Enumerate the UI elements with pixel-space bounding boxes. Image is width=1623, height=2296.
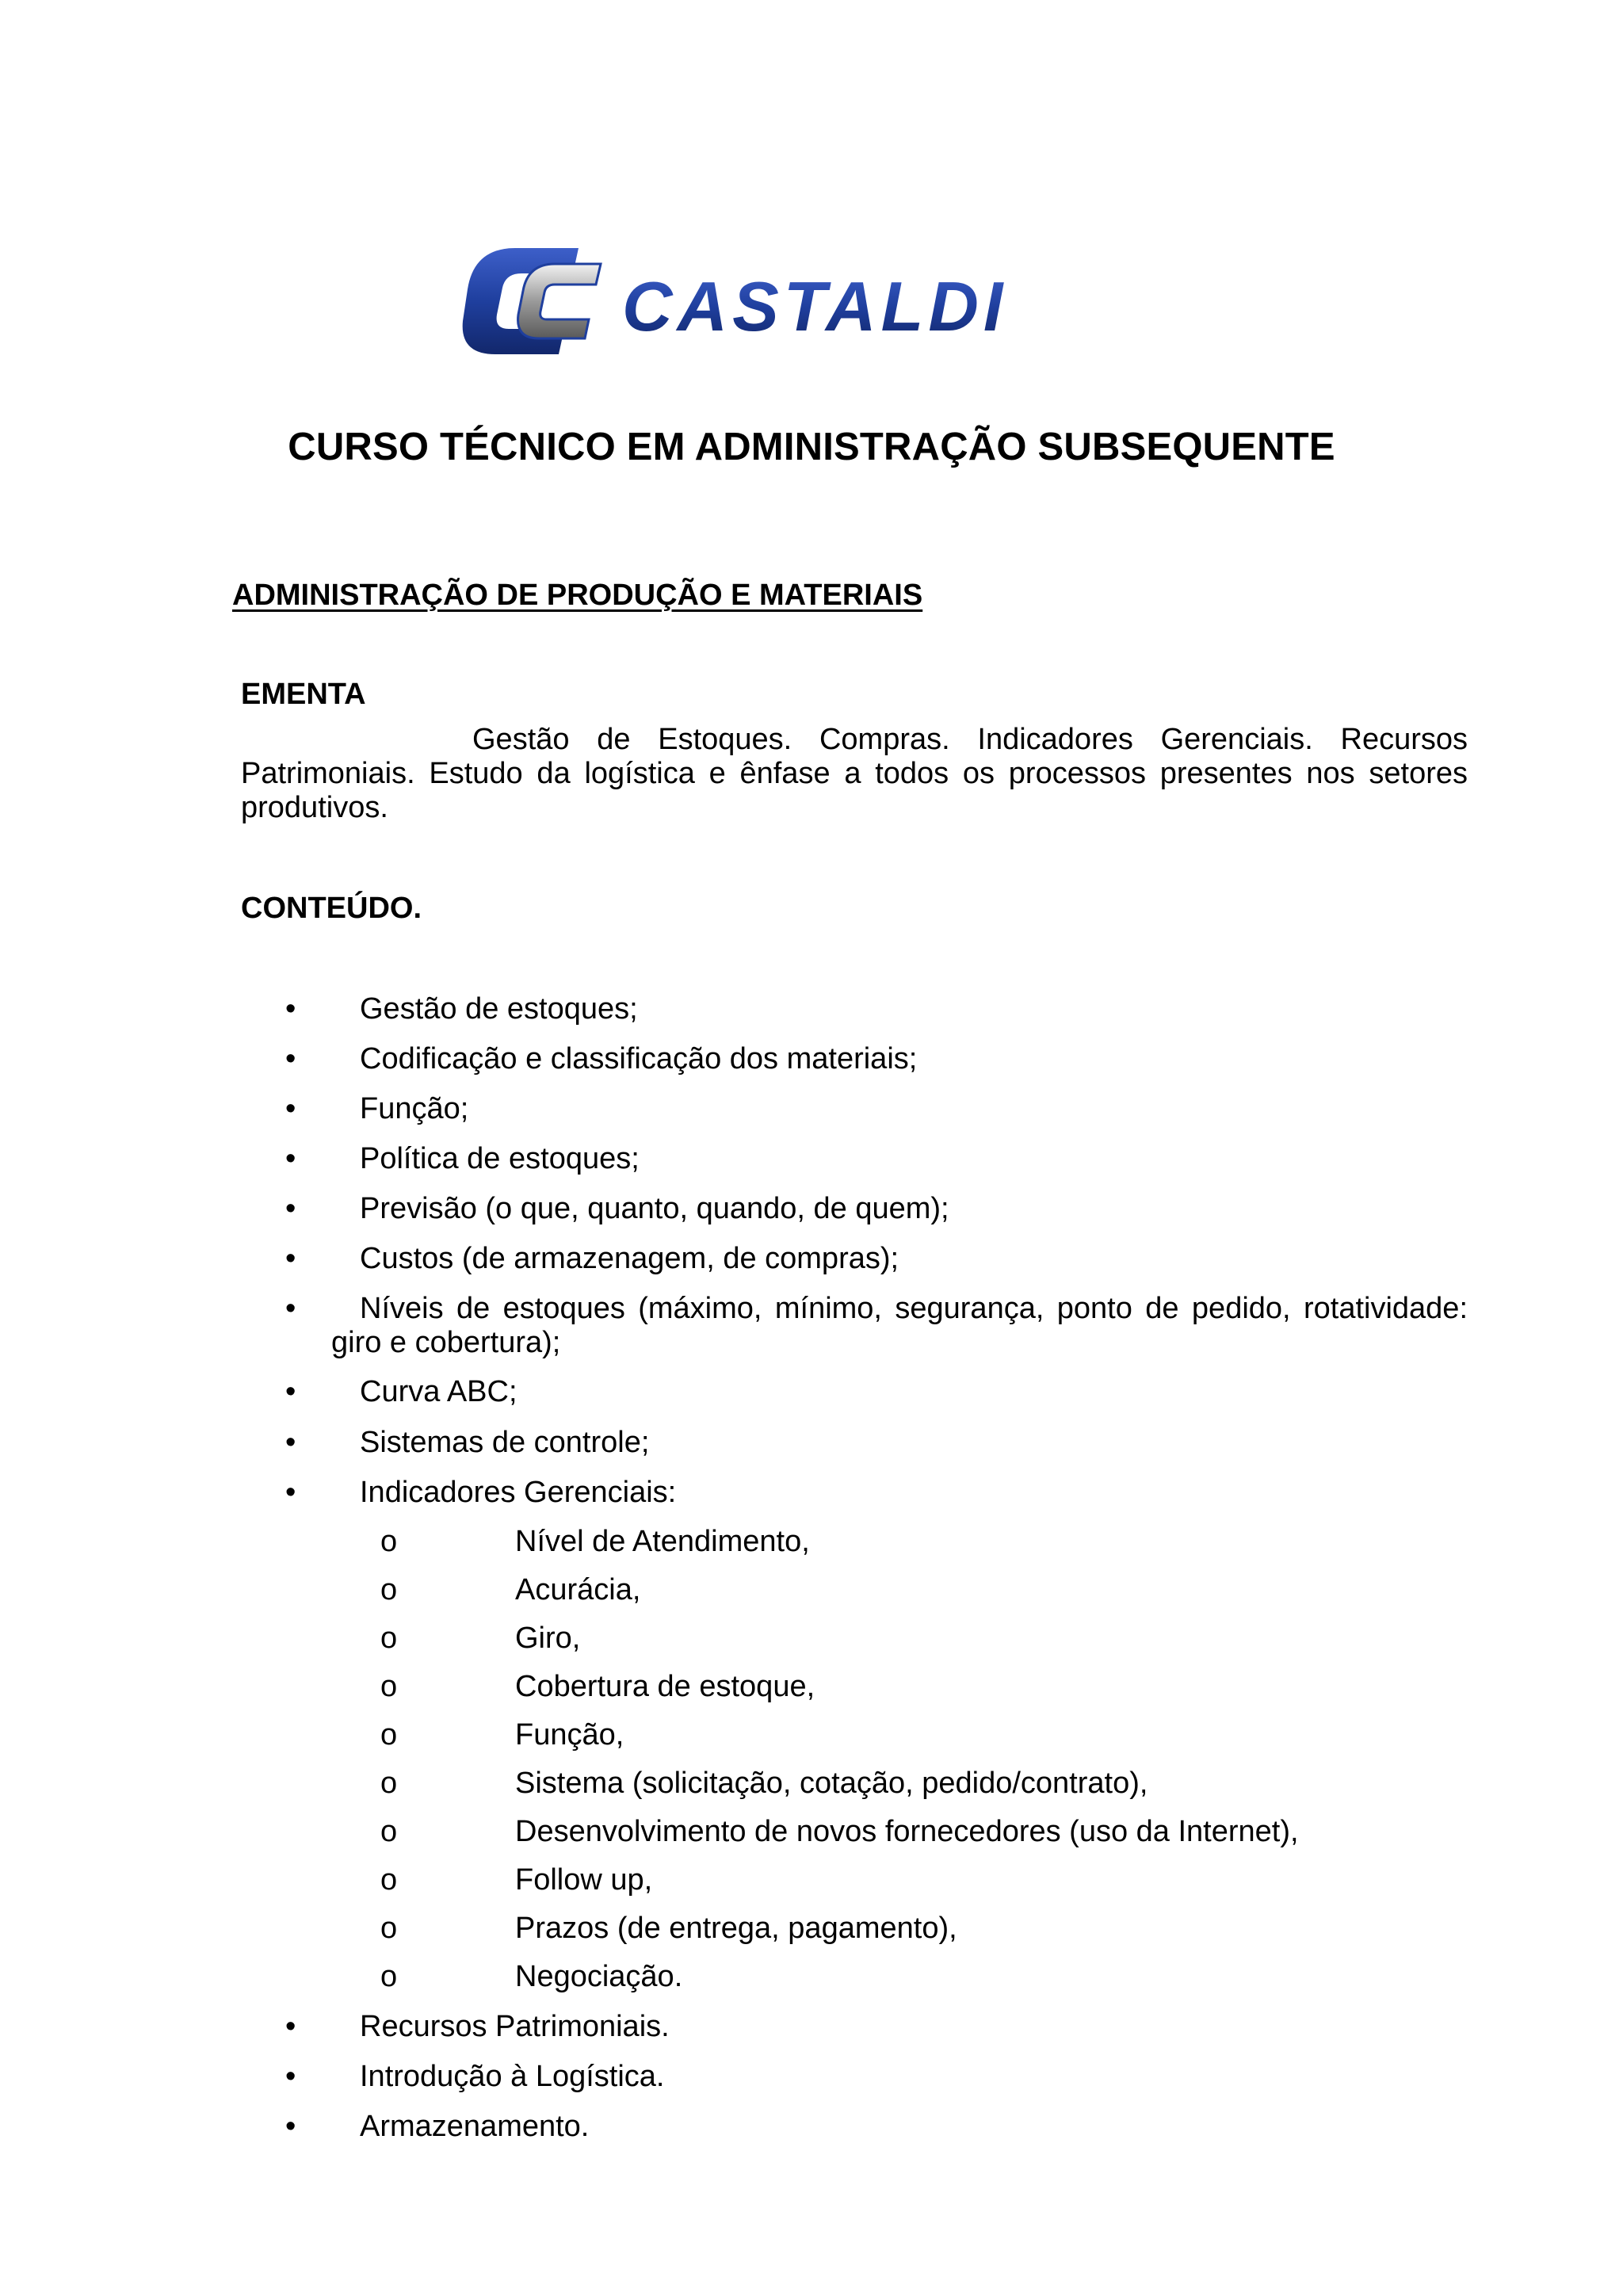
sub-bullet-marker: o — [380, 1622, 398, 1655]
bullet-marker: • — [285, 2110, 296, 2143]
sub-list-item-text: Sistema (solicitação, cotação, pedido/contrato), — [515, 1767, 1148, 1800]
logo-wordmark: CASTALDI — [622, 267, 1008, 346]
list-item-text: Indicadores Gerenciais: — [360, 1476, 677, 1509]
list-item-text: Curva ABC; — [360, 1375, 517, 1408]
sub-bullet-marker: o — [380, 1960, 398, 1993]
bullet-marker: • — [285, 1292, 296, 1325]
list-item-text: Armazenamento. — [360, 2110, 590, 2143]
ementa-heading: EMENTA — [241, 678, 366, 711]
list-item-text: Sistemas de controle; — [360, 1426, 650, 1459]
sub-list-item-text: Cobertura de estoque, — [515, 1670, 815, 1703]
sub-bullet-marker: o — [380, 1718, 398, 1752]
course-title: CURSO TÉCNICO EM ADMINISTRAÇÃO SUBSEQUENTE — [288, 426, 1335, 468]
conteudo-heading: CONTEÚDO. — [241, 892, 422, 925]
sub-list-item-text: Nível de Atendimento, — [515, 1525, 810, 1558]
sub-bullet-marker: o — [380, 1912, 398, 1945]
sub-bullet-marker: o — [380, 1863, 398, 1897]
bullet-marker: • — [285, 1142, 296, 1175]
bullet-marker: • — [285, 2010, 296, 2043]
list-item-text: Gestão de estoques; — [360, 992, 638, 1026]
sub-list-item-text: Acurácia, — [515, 1573, 641, 1606]
sub-bullet-marker: o — [380, 1815, 398, 1848]
bullet-marker: • — [285, 1192, 296, 1225]
castaldi-logo — [460, 242, 1117, 361]
list-item-text: Introdução à Logística. — [360, 2060, 665, 2093]
bullet-marker: • — [285, 1476, 296, 1509]
list-item-text: Níveis de estoques (máximo, mínimo, segurança, ponto de pedido, rotatividade: giro e cobertura); — [331, 1292, 1468, 1359]
sub-bullet-marker: o — [380, 1573, 398, 1606]
bullet-marker: • — [285, 1426, 296, 1459]
sub-bullet-marker: o — [380, 1670, 398, 1703]
sub-list-item-text: Função, — [515, 1718, 624, 1752]
list-item-text: Política de estoques; — [360, 1142, 640, 1175]
bullet-marker: • — [285, 2060, 296, 2093]
bullet-marker: • — [285, 1042, 296, 1075]
sub-list-item-text: Follow up, — [515, 1863, 653, 1897]
bullet-marker: • — [285, 1092, 296, 1125]
ementa-paragraph: Gestão de Estoques. Compras. Indicadores Gerenciais. Recursos Patrimoniais. Estudo da logística e ênfase a todos os processos presentes nos setores produtivos. — [241, 723, 1468, 824]
sub-list-item-text: Prazos (de entrega, pagamento), — [515, 1912, 957, 1945]
list-item-text: Codificação e classificação dos materiais; — [360, 1042, 918, 1075]
list-item-text: Custos (de armazenagem, de compras); — [360, 1242, 899, 1275]
sub-list-item-text: Negociação. — [515, 1960, 683, 1993]
sub-bullet-marker: o — [380, 1767, 398, 1800]
subject-title: ADMINISTRAÇÃO DE PRODUÇÃO E MATERIAIS — [232, 579, 923, 612]
bullet-marker: • — [285, 1242, 296, 1275]
sub-list-item-text: Desenvolvimento de novos fornecedores (uso da Internet), — [515, 1815, 1299, 1848]
bullet-marker: • — [285, 1375, 296, 1408]
list-item-text: Função; — [360, 1092, 469, 1125]
sub-list-item-text: Giro, — [515, 1622, 581, 1655]
sub-bullet-marker: o — [380, 1525, 398, 1558]
list-item-text: Recursos Patrimoniais. — [360, 2010, 670, 2043]
list-item-text: Previsão (o que, quanto, quando, de quem); — [360, 1192, 949, 1225]
bullet-marker: • — [285, 992, 296, 1026]
